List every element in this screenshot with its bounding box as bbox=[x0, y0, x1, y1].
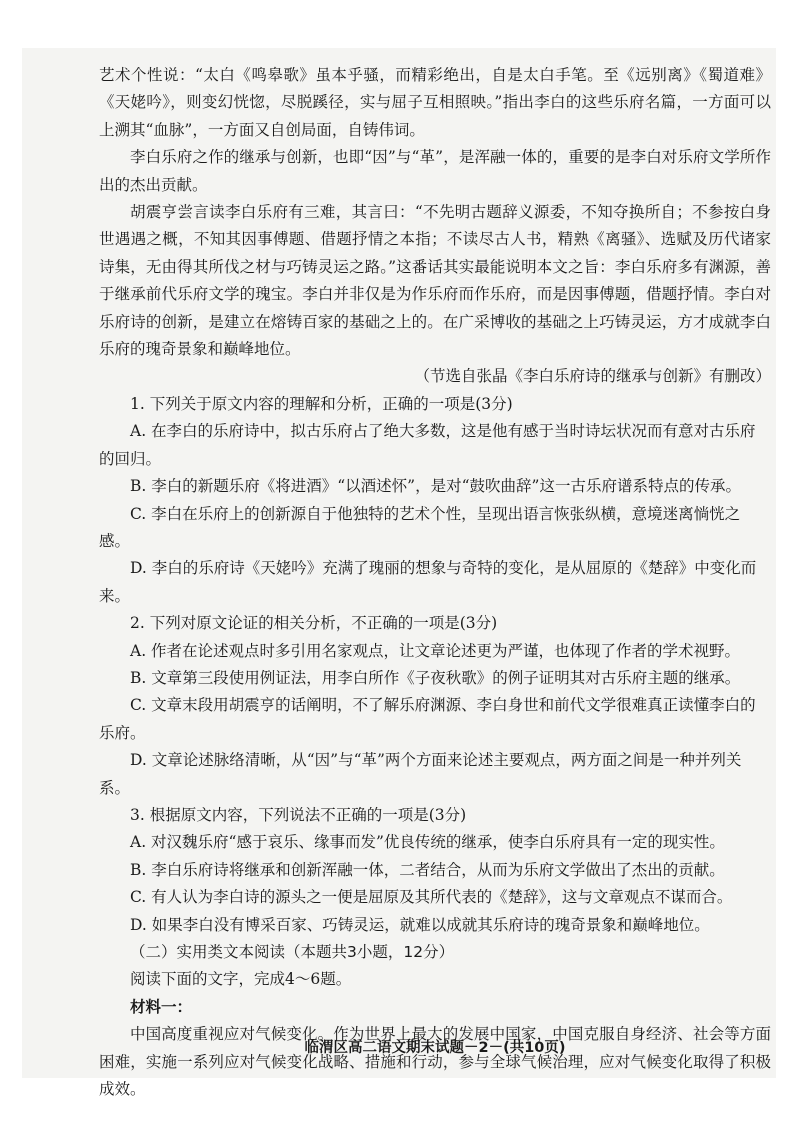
question-option: A. 对汉魏乐府“感于哀乐、缘事而发”优良传统的继承，使李白乐府具有一定的现实性。 bbox=[130, 833, 725, 852]
question-1 bbox=[99, 391, 771, 610]
question-option: C. 文章末段用胡震亨的话阐明，不了解乐府渊源、李白身世和前代文学很难真正读懂李白的乐府。 bbox=[99, 696, 756, 742]
question-title: 2. 下列对原文论证的相关分析，不正确的一项是(3分) bbox=[130, 614, 498, 633]
question-option: D. 文章论述脉络清晰，从“因”与“革”两个方面来论述主要观点，两方面之间是一种并列关系。 bbox=[99, 751, 742, 797]
question-title: 3. 根据原文内容，下列说法不正确的一项是(3分) bbox=[130, 805, 467, 824]
question-option: D. 如果李白没有博采百家、巧铸灵运，就难以成就其乐府诗的瑰奇景象和巅峰地位。 bbox=[130, 915, 710, 934]
question-2 bbox=[99, 610, 771, 802]
passage-source: （节选自张晶《李白乐府诗的继承与创新》有删改） bbox=[414, 367, 771, 386]
question-option: B. 李白的新题乐府《将进酒》“以酒述怀”，是对“鼓吹曲辞”这一古乐府谱系特点的传承。 bbox=[130, 477, 741, 496]
passage-paragraph: 李白乐府之作的继承与创新，也即“因”与“革”，是浑融一体的，重要的是李白对乐府文学所作出的杰出贡献。 bbox=[99, 148, 771, 194]
section-heading: （二）实用类文本阅读（本题共3小题，12分） bbox=[130, 943, 455, 961]
question-option: B. 文章第三段使用例证法，用李白所作《子夜秋歌》的例子证明其对古乐府主题的继承。 bbox=[130, 668, 741, 687]
page-footer: 临渭区高二语文期末试题－2－(共10页) bbox=[304, 1040, 566, 1056]
passage-paragraph: 胡震亨尝言读李白乐府有三难，其言曰：“不先明古题辞义源委，不知夺换所自；不参按白身世遇遇之概，不知其因事傅题、借题抒情之本指；不读尽古人书，精熟《离骚》、选赋及历代诸家诗集，无由得其所伐之材与巧铸灵运之路。”这番话其实最能说明本文之旨：李白乐府多有渊源，善于继承前代乐府文学的瑰宝。李白并非仅是为作乐府而作乐府，而是因事傅题，借题抒情。李白对乐府诗的创新，是建立在熔铸百家的基础之上的。在广采博收的基础之上巧铸灵运，方才成就李白乐府的瑰奇景象和巅峰地位。 bbox=[99, 203, 771, 359]
question-title: 1. 下列关于原文内容的理解和分析，正确的一项是(3分) bbox=[130, 394, 513, 413]
question-option: D. 李白的乐府诗《天姥吟》充满了瑰丽的想象与奇特的变化，是从屈原的《楚辞》中变化而来。 bbox=[99, 559, 757, 605]
question-3 bbox=[99, 802, 771, 939]
question-option: A. 在李白的乐府诗中，拟古乐府占了绝大多数，这是他有感于当时诗坛状况而有意对古乐府的回归。 bbox=[99, 422, 756, 468]
section-instruction: 阅读下面的文字，完成4～6题。 bbox=[130, 970, 352, 989]
exam-content bbox=[99, 62, 771, 1103]
question-option: C. 李白在乐府上的创新源自于他独特的艺术个性，呈现出语言恢张纵横，意境迷离惝恍之感。 bbox=[99, 504, 741, 550]
passage-paragraph: 艺术个性说：“太白《鸣皋歌》虽本乎骚，而精彩绝出，自是太白手笔。至《远别离》《蜀道难》《天姥吟》，则变幻恍惚，尽脱蹊径，实与屈子互相照映。”指出李白的这些乐府名篇，一方面可以上溯其“血脉”，一方面又自创局面，自铸伟词。 bbox=[99, 66, 771, 139]
question-option: A. 作者在论述观点时多引用名家观点，让文章论述更为严谨，也体现了作者的学术视野。 bbox=[130, 641, 741, 660]
question-option: C. 有人认为李白诗的源头之一便是屈原及其所代表的《楚辞》，这与文章观点不谋而合。 bbox=[130, 888, 733, 907]
material-text: 中国高度重视应对气候变化。作为世界上最大的发展中国家，中国克服自身经济、社会等方面困难，实施一系列应对气候变化战略、措施和行动，参与全球气候治理，应对气候变化取得了积极成效。 bbox=[99, 1025, 771, 1099]
question-option: B. 李白乐府诗将继承和创新浑融一体，二者结合，从而为乐府文学做出了杰出的贡献。 bbox=[130, 860, 725, 879]
material-label: 材料一： bbox=[130, 997, 193, 1016]
